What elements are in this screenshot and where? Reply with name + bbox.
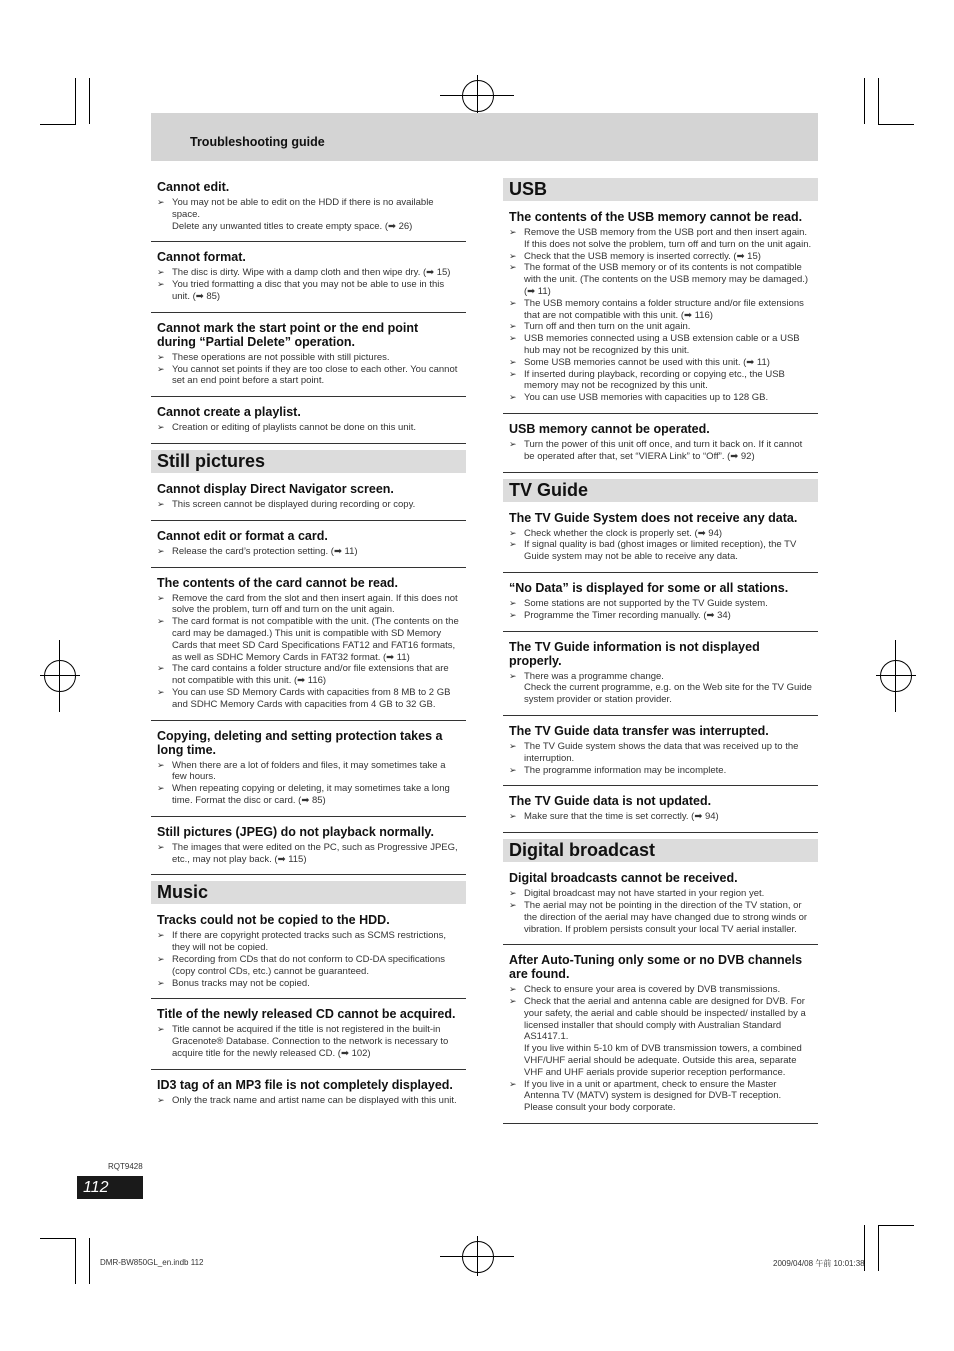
entry-answer: ➢ There was a programme change. Check the current programme, e.g. on the Web site for the TV Guide system provider or station provider. — [509, 671, 812, 706]
entry-answer: ➢ Creation or editing of playlists cannot be done on this unit. — [157, 422, 460, 434]
troubleshooting-entry — [503, 869, 818, 945]
entry-answer: ➢ Some stations are not supported by the TV Guide system. — [509, 598, 812, 610]
troubleshooting-entry — [151, 527, 466, 568]
troubleshooting-entry — [503, 722, 818, 786]
troubleshooting-entry — [151, 403, 466, 444]
troubleshooting-entry — [503, 509, 818, 573]
entry-question: Title of the newly released CD cannot be acquired. — [157, 1007, 456, 1022]
entry-question: The contents of the USB memory cannot be read. — [509, 210, 803, 224]
troubleshooting-entry — [151, 574, 466, 721]
entry-answer: ➢ If you live in a unit or apartment, check to ensure the Master Antenna TV (MATV) system is designed for DVB-T reception. Please consult your body corporate. — [509, 1079, 812, 1114]
entry-answer: ➢ The programme information may be incomplete. — [509, 765, 812, 777]
entry-answer: ➢ Programme the Timer recording manually. (➡ 34) — [509, 610, 812, 622]
entry-answer: ➢ You can use USB memories with capacities up to 128 GB. — [509, 392, 812, 404]
entry-answer: ➢ Remove the card from the slot and then insert again. If this does not solve the problem, turn off and turn on the unit again. — [157, 593, 460, 617]
section-usb — [503, 178, 818, 473]
entry-question: Cannot edit or format a card. — [157, 528, 328, 543]
troubleshooting-entry — [151, 1076, 466, 1116]
entry-answer: ➢ The USB memory contains a folder structure and/or file extensions that are not compatible with this unit. (➡ 116) — [509, 298, 812, 322]
troubleshooting-entry — [503, 951, 818, 1124]
entry-answer: ➢ These operations are not possible with still pictures. — [157, 352, 460, 364]
entry-answer: ➢ Check whether the clock is properly set. (➡ 94) — [509, 528, 812, 540]
entry-question: Cannot format. — [157, 250, 246, 265]
entry-answer: ➢ You may not be able to edit on the HDD if there is no available space. Delete any unwanted titles to create empty space. (➡ 26) — [157, 197, 460, 232]
entry-answer: ➢ The card contains a folder structure and/or file extensions that are not compatible with this unit. (➡ 116) — [157, 663, 460, 687]
troubleshooting-entry — [151, 319, 466, 397]
entry-answer: ➢ If signal quality is bad (ghost images or limited reception), the TV Guide system may not be able to receive any data. — [509, 539, 812, 563]
model-code: RQT9428 — [108, 1162, 143, 1171]
entry-answer: ➢ Remove the USB memory from the USB port and then insert again. If this does not solve the problem, turn off and turn on the unit again. — [509, 227, 812, 251]
entry-question: Cannot display Direct Navigator screen. — [157, 481, 394, 496]
entry-question: Cannot mark the start point or the end point during “Partial Delete” operation. — [157, 320, 419, 349]
right-column — [503, 178, 818, 1130]
section-heading: TV Guide — [503, 479, 818, 502]
entry-question: The TV Guide information is not displayed properly. — [509, 639, 760, 668]
entry-answer: ➢ The images that were edited on the PC, such as Progressive JPEG, etc., may not play back. (➡ 115) — [157, 842, 460, 866]
entry-question: “No Data” is displayed for some or all stations. — [509, 580, 789, 595]
entry-answer: ➢ Turn off and then turn on the unit again. — [509, 321, 812, 333]
section-tv-guide — [503, 479, 818, 834]
troubleshooting-entry — [151, 248, 466, 312]
entry-question: The TV Guide data transfer was interrupted. — [509, 723, 769, 738]
section-still-pictures — [151, 450, 466, 875]
entry-answer: ➢ Check to ensure your area is covered by DVB transmissions. — [509, 984, 812, 996]
footer-timestamp: 2009/04/08 午前 10:01:38 — [773, 1259, 865, 1268]
entry-answer: ➢ Check that the aerial and antenna cable are designed for DVB. For your safety, the aerial and cable should be inspected/ installed by a licensed installer that should comply with Australian Standard AS1417.1. If you live within 5-10 km of DVB transmission towers, a combined VHF/UHF aerial should be adequate. Outside this area, separate VHF and UHF aerials provide superior reception performance. — [509, 996, 812, 1079]
entry-answer: ➢ This screen cannot be displayed during recording or copy. — [157, 499, 460, 511]
section-heading: Still pictures — [151, 450, 466, 473]
footer-filename: DMR-BW850GL_en.indb 112 — [100, 1258, 204, 1267]
troubleshooting-entry — [503, 579, 818, 632]
entry-answer: ➢ The disc is dirty. Wipe with a damp cloth and then wipe dry. (➡ 15) — [157, 267, 460, 279]
section-digital-broadcast — [503, 839, 818, 1124]
entry-question: After Auto-Tuning only some or no DVB channels are found. — [509, 953, 803, 982]
troubleshooting-entry — [151, 823, 466, 876]
troubleshooting-entry — [151, 727, 466, 817]
left-column — [151, 178, 466, 1121]
entry-question: ID3 tag of an MP3 file is not completely displayed. — [157, 1077, 453, 1092]
troubleshooting-entry — [151, 1005, 466, 1069]
entry-answer: ➢ The aerial may not be pointing in the direction of the TV station, or the direction of the aerial may have changed due to strong winds or vibration. If problem persists consult your local TV aerial installer. — [509, 900, 812, 935]
page-header-title: Troubleshooting guide — [190, 135, 325, 149]
section-heading: USB — [503, 178, 818, 201]
entry-question: Digital broadcasts cannot be received. — [509, 871, 738, 886]
entry-answer: ➢ The TV Guide system shows the data that was received up to the interruption. — [509, 741, 812, 765]
section-continued — [151, 178, 466, 444]
entry-answer: ➢ The format of the USB memory or of its contents is not compatible with the unit. (The contents on the USB memory may be damaged.) (➡ 11) — [509, 262, 812, 297]
entry-question: USB memory cannot be operated. — [509, 421, 710, 436]
entry-question: Still pictures (JPEG) do not playback normally. — [157, 824, 434, 839]
entry-question: The TV Guide System does not receive any data. — [509, 510, 798, 525]
entry-answer: ➢ You cannot set points if they are too close to each other. You cannot set an end point before a start point. — [157, 364, 460, 388]
entry-answer: ➢ Title cannot be acquired if the title is not registered in the built-in Gracenote® Database. Connection to the network is necessary to acquire title for the newly released CD. (➡ 102) — [157, 1024, 460, 1059]
entry-question: The contents of the card cannot be read. — [157, 575, 399, 590]
entry-answer: ➢ USB memories connected using a USB extension cable or a USB hub may not be recognized by this unit. — [509, 333, 812, 357]
entry-answer: ➢ Some USB memories cannot be used with this unit. (➡ 11) — [509, 357, 812, 369]
troubleshooting-entry — [151, 480, 466, 521]
troubleshooting-entry — [503, 208, 818, 414]
troubleshooting-entry — [503, 792, 818, 833]
entry-answer: ➢ Make sure that the time is set correctly. (➡ 94) — [509, 811, 812, 823]
entry-question: Cannot create a playlist. — [157, 405, 301, 420]
entry-answer: ➢ Only the track name and artist name can be displayed with this unit. — [157, 1095, 460, 1107]
entry-answer: ➢ When there are a lot of folders and files, it may sometimes take a few hours. — [157, 760, 460, 784]
entry-question: The TV Guide data is not updated. — [509, 794, 712, 809]
section-heading: Digital broadcast — [503, 839, 818, 862]
entry-answer: ➢ When repeating copying or deleting, it may sometimes take a long time. Format the disc or card. (➡ 85) — [157, 783, 460, 807]
entry-answer: ➢ If there are copyright protected tracks such as SCMS restrictions, they will not be copied. — [157, 930, 460, 954]
entry-answer: ➢ You tried formatting a disc that you may not be able to use in this unit. (➡ 85) — [157, 279, 460, 303]
troubleshooting-entry — [503, 420, 818, 473]
entry-question: Cannot edit. — [157, 180, 230, 194]
entry-answer: ➢ Release the card’s protection setting. (➡ 11) — [157, 546, 460, 558]
troubleshooting-entry — [151, 178, 466, 242]
troubleshooting-entry — [151, 911, 466, 999]
section-music — [151, 881, 466, 1115]
troubleshooting-entry — [503, 638, 818, 716]
entry-answer: ➢ You can use SD Memory Cards with capacities from 8 MB to 2 GB and SDHC Memory Cards with capacities from 4 GB to 32 GB. — [157, 687, 460, 711]
section-heading: Music — [151, 881, 466, 904]
entry-question: Copying, deleting and setting protection takes a long time. — [157, 728, 443, 757]
entry-answer: ➢ Recording from CDs that do not conform to CD-DA specifications (copy control CDs, etc.) cannot be guaranteed. — [157, 954, 460, 978]
entry-answer: ➢ If inserted during playback, recording or copying etc., the USB memory may not be recognized by this unit. — [509, 369, 812, 393]
entry-answer: ➢ Digital broadcast may not have started in your region yet. — [509, 888, 812, 900]
entry-answer: ➢ Check that the USB memory is inserted correctly. (➡ 15) — [509, 251, 812, 263]
entry-answer: ➢ Turn the power of this unit off once, and turn it back on. If it cannot be operated after that, set “VIERA Link” to “Off”. (➡ 92) — [509, 439, 812, 463]
entry-question: Tracks could not be copied to the HDD. — [157, 913, 390, 928]
entry-answer: ➢ The card format is not compatible with the unit. (The contents on the card may be damaged.) This unit is compatible with SD Memory Cards that meet SD Card Specifications FAT12 and FAT16 formats, as well as SDHC Memory Cards in FAT32 format. (➡ 11) — [157, 616, 460, 663]
entry-answer: ➢ Bonus tracks may not be copied. — [157, 978, 460, 990]
page-number: 112 — [77, 1176, 143, 1199]
